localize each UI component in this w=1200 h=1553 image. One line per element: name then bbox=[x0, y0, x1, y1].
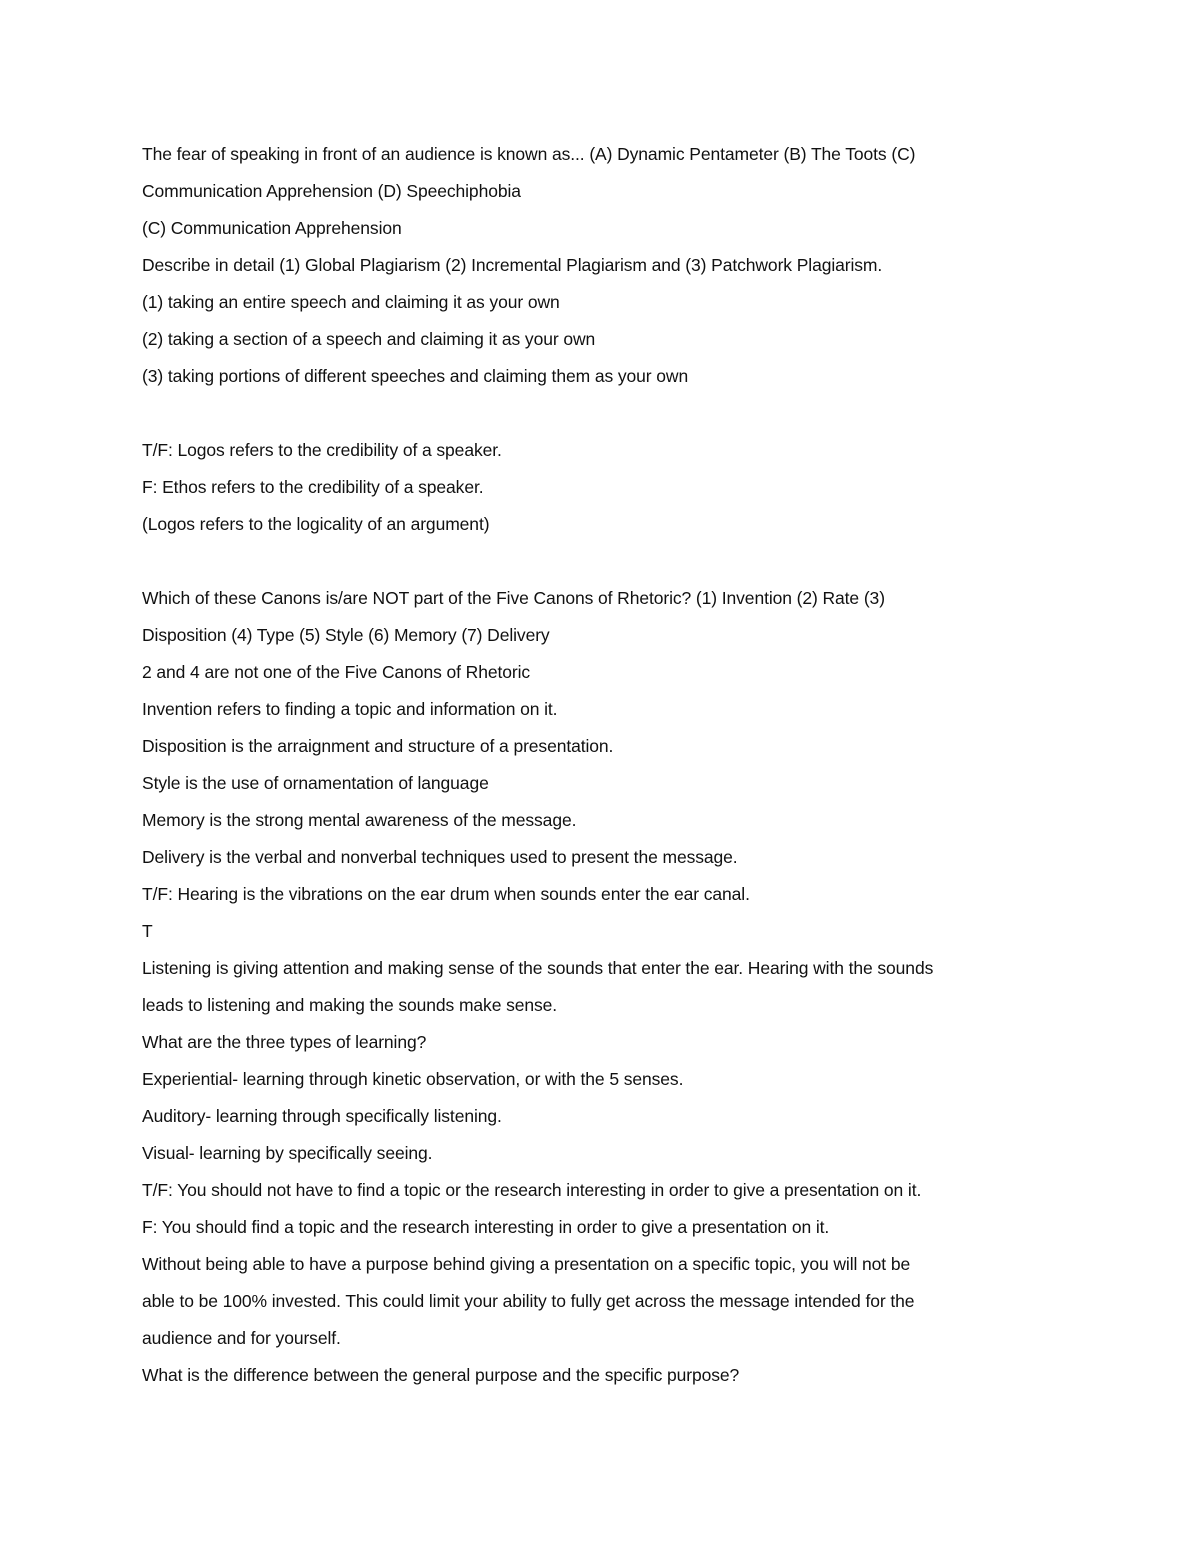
text-line: (2) taking a section of a speech and claiming it as your own bbox=[142, 329, 596, 349]
text-line: 2 and 4 are not one of the Five Canons of Rhetoric bbox=[142, 662, 531, 682]
text-line: (3) taking portions of different speeches and claiming them as your own bbox=[142, 366, 689, 386]
blank-line bbox=[142, 395, 1072, 432]
text-line: Which of these Canons is/are NOT part of the Five Canons of Rhetoric? (1) Invention (2) Rate (3) bbox=[142, 588, 885, 608]
text-line: Auditory- learning through specifically listening. bbox=[142, 1106, 502, 1126]
text-line: Disposition is the arraignment and structure of a presentation. bbox=[142, 736, 614, 756]
text-line: What is the difference between the general purpose and the specific purpose? bbox=[142, 1365, 740, 1385]
text-line: Experiential- learning through kinetic observation, or with the 5 senses. bbox=[142, 1069, 684, 1089]
text-line: leads to listening and making the sounds make sense. bbox=[142, 995, 558, 1015]
text-line: Visual- learning by specifically seeing. bbox=[142, 1143, 433, 1163]
text-line: The fear of speaking in front of an audience is known as... (A) Dynamic Pentameter (B) The Toots (C) bbox=[142, 144, 916, 164]
text-line: T/F: Logos refers to the credibility of a speaker. bbox=[142, 440, 502, 460]
text-line: Describe in detail (1) Global Plagiarism (2) Incremental Plagiarism and (3) Patchwork Plagiarism. bbox=[142, 255, 883, 275]
text-line: (Logos refers to the logicality of an argument) bbox=[142, 514, 490, 534]
text-line: Style is the use of ornamentation of language bbox=[142, 773, 489, 793]
text-line: Without being able to have a purpose behind giving a presentation on a specific topic, you will not be bbox=[142, 1254, 911, 1274]
text-line: What are the three types of learning? bbox=[142, 1032, 427, 1052]
text-line: F: You should find a topic and the research interesting in order to give a presentation on it. bbox=[142, 1217, 830, 1237]
text-line: T/F: Hearing is the vibrations on the ear drum when sounds enter the ear canal. bbox=[142, 884, 750, 904]
text-line: Listening is giving attention and making sense of the sounds that enter the ear. Hearing with the sounds bbox=[142, 958, 934, 978]
text-line: (C) Communication Apprehension bbox=[142, 218, 402, 238]
text-line: Communication Apprehension (D) Speechiphobia bbox=[142, 181, 521, 201]
text-line: audience and for yourself. bbox=[142, 1328, 341, 1348]
text-line: F: Ethos refers to the credibility of a speaker. bbox=[142, 477, 484, 497]
blank-line bbox=[142, 543, 1072, 580]
text-line: (1) taking an entire speech and claiming it as your own bbox=[142, 292, 560, 312]
document-body bbox=[142, 136, 1072, 1394]
text-line: Delivery is the verbal and nonverbal techniques used to present the message. bbox=[142, 847, 738, 867]
text-line: able to be 100% invested. This could limit your ability to fully get across the message intended for the bbox=[142, 1291, 915, 1311]
text-line: Invention refers to finding a topic and information on it. bbox=[142, 699, 558, 719]
text-line: T/F: You should not have to find a topic or the research interesting in order to give a presentation on it. bbox=[142, 1180, 922, 1200]
text-line: Disposition (4) Type (5) Style (6) Memory (7) Delivery bbox=[142, 625, 550, 645]
text-line: Memory is the strong mental awareness of the message. bbox=[142, 810, 577, 830]
text-line: T bbox=[142, 921, 153, 941]
